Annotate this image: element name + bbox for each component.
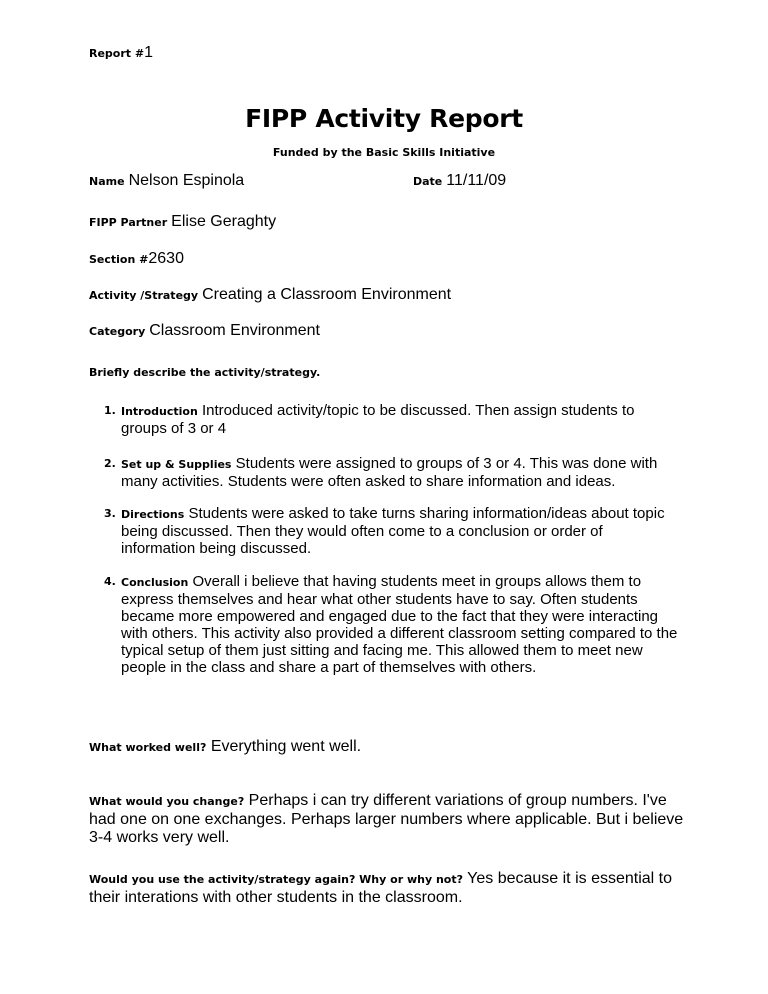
activity-field	[89, 286, 451, 304]
list-item-label: Introduction	[121, 405, 198, 418]
name-field	[89, 172, 244, 190]
describe-question: Briefly describe the activity/strategy.	[89, 366, 321, 379]
list-item-text: Overall i believe that having students meet in groups allows them to express themselves and hear what other students have to say. Often students became more empowered and engaged due to the fact that they were interacting with others. This activity also provided a different classroom setting compared to the typical setup of them just sitting and facing me. This allowed them to meet new people in the class and share a part of themselves with others.	[121, 573, 678, 676]
category-field	[89, 322, 320, 340]
name-value: Nelson Espinola	[128, 172, 245, 189]
name-label: Name	[89, 175, 125, 188]
worked-well-answer: Everything went well.	[210, 738, 362, 755]
partner-value: Elise Geraghty	[171, 213, 277, 230]
report-number-line	[89, 44, 153, 62]
page-title: FIPP Activity Report	[245, 104, 523, 133]
list-item-number: 4.	[104, 575, 116, 588]
change-section	[89, 792, 684, 847]
date-value: 11/11/09	[446, 172, 507, 189]
partner-field	[89, 213, 276, 231]
list-item-number: 3.	[104, 507, 116, 520]
use-again-section	[89, 870, 684, 907]
list-item-number: 2.	[104, 457, 116, 470]
date-field	[413, 172, 506, 190]
worked-well-section	[89, 738, 684, 757]
list-item-conclusion	[104, 573, 681, 676]
change-label: What would you change?	[89, 795, 245, 808]
list-item-directions	[104, 505, 681, 557]
category-label: Category	[89, 325, 146, 338]
list-item-label: Directions	[121, 508, 185, 521]
activity-value: Creating a Classroom Environment	[202, 286, 452, 303]
use-again-answer: Yes because it is essential to their interations with other students in the classroom.	[89, 870, 673, 906]
category-value: Classroom Environment	[149, 322, 320, 339]
list-item-number: 1.	[104, 404, 116, 417]
worked-well-label: What worked well?	[89, 741, 207, 754]
report-number-label: Report #	[89, 47, 145, 60]
section-field	[89, 250, 184, 268]
page-subtitle: Funded by the Basic Skills Initiative	[272, 146, 496, 159]
list-item-label: Set up & Supplies	[121, 458, 232, 471]
report-number-value: 1	[144, 44, 153, 61]
section-value: 2630	[148, 250, 184, 267]
section-label: Section #	[89, 253, 149, 266]
date-label: Date	[413, 175, 443, 188]
activity-label: Activity /Strategy	[89, 289, 199, 302]
list-item-text: Introduced activity/topic to be discussed. Then assign students to groups of 3 or 4	[121, 402, 635, 437]
use-again-label: Would you use the activity/strategy again? Why or why not?	[89, 873, 463, 886]
list-item-text: Students were assigned to groups of 3 or 4. This was done with many activities. Students were often asked to share information and ideas.	[121, 455, 658, 490]
list-item-setup	[104, 455, 681, 490]
change-answer: Perhaps i can try different variations of group numbers. I've had one on one exchanges. Perhaps larger numbers where applicable. But i believe 3-4 works very well.	[89, 792, 684, 846]
list-item-introduction	[104, 402, 681, 437]
list-item-label: Conclusion	[121, 576, 189, 589]
list-item-text: Students were asked to take turns sharing information/ideas about topic being discussed. Then they would often come to a conclusion or order of information being discussed.	[121, 505, 665, 557]
partner-label: FIPP Partner	[89, 216, 168, 229]
